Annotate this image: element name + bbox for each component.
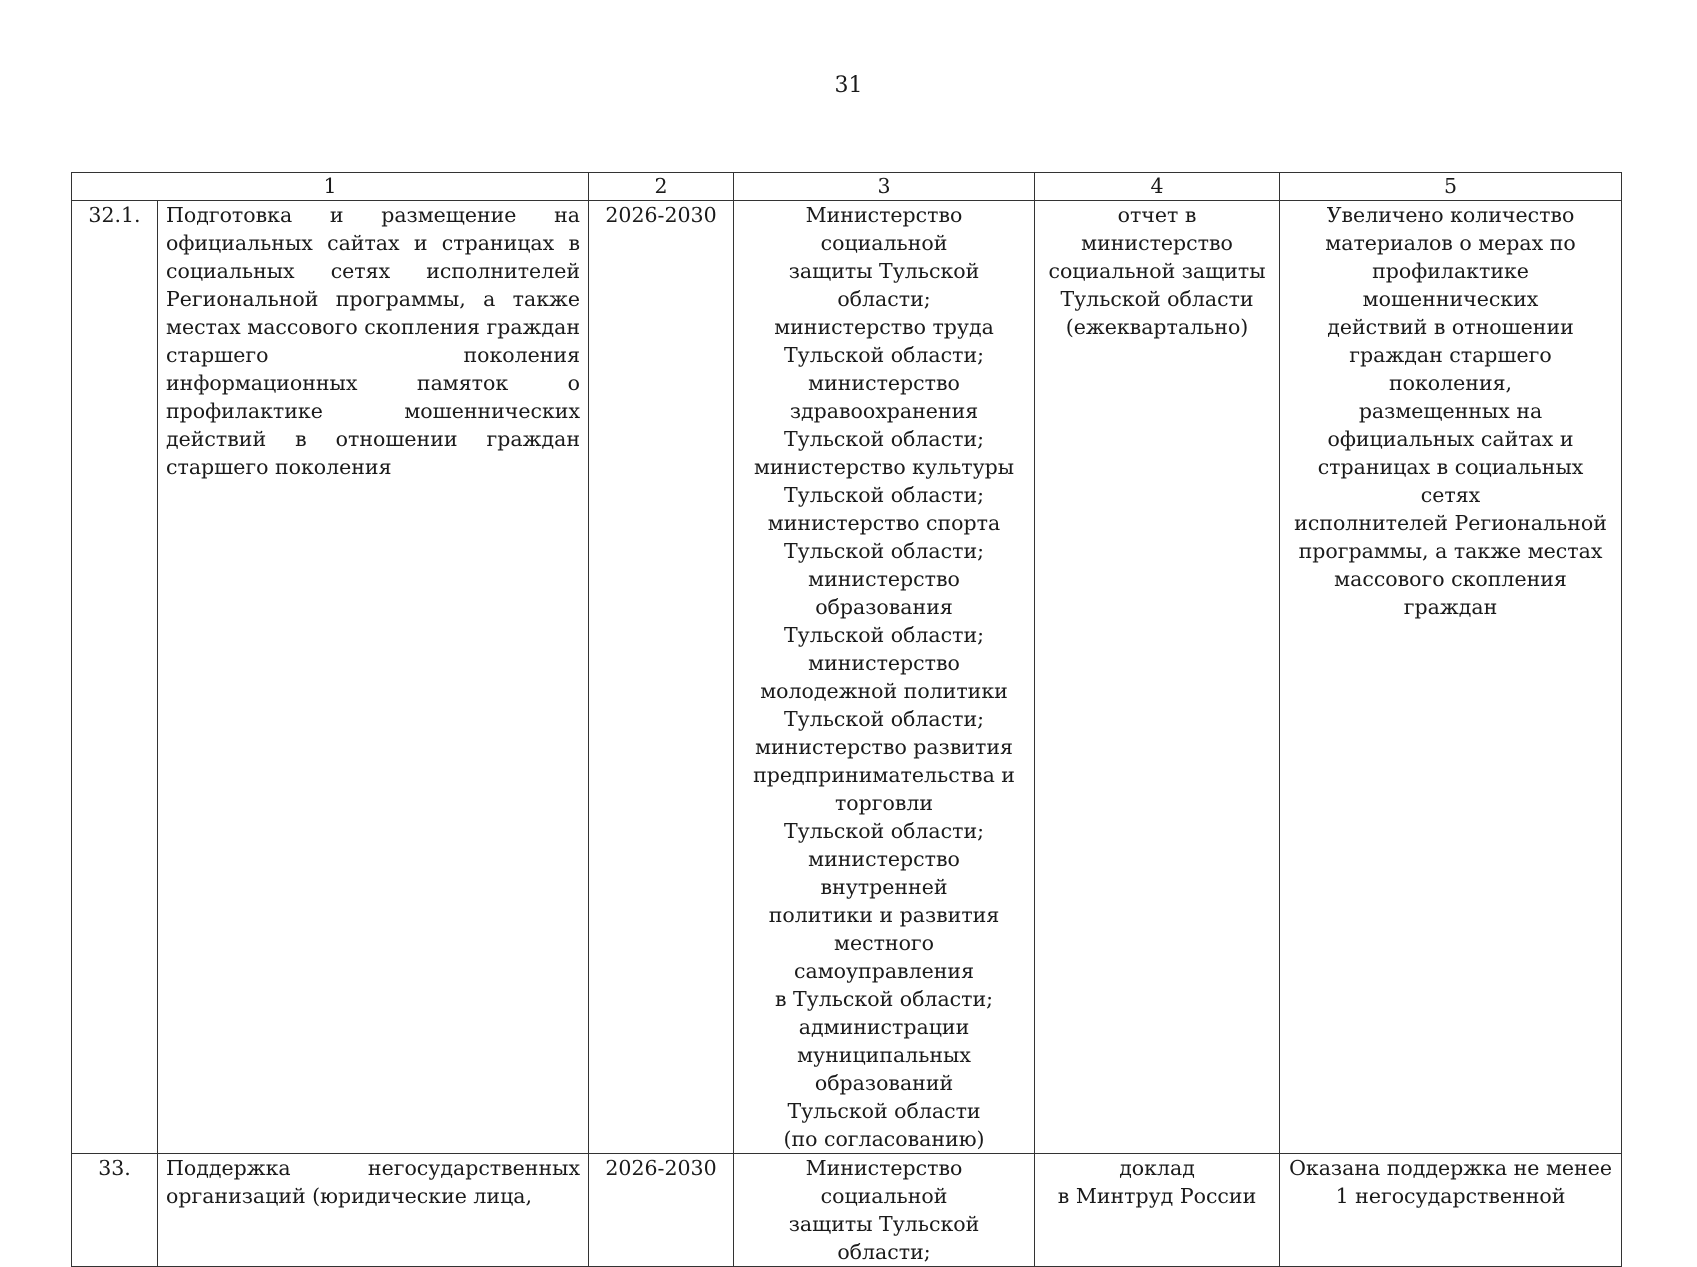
table-row: [72, 1154, 1622, 1267]
measures-table: [71, 172, 1622, 1267]
row-result: Оказана поддержка не менее 1 негосударственной: [1280, 1154, 1622, 1267]
table-header-row: [72, 173, 1622, 201]
header-col-4: 4: [1035, 173, 1280, 201]
header-col-5: 5: [1280, 173, 1622, 201]
row-description: Подготовка и размещение на официальных сайтах и страницах в социальных сетях исполнителей Региональной программы, а также местах массового скопления граждан старшего поколения информационных памяток о профилактике мошеннических действий в отношении граждан старшего поколения: [158, 201, 589, 1154]
table-row: [72, 201, 1622, 1154]
page-number: 31: [834, 73, 863, 98]
row-executors: Министерство социальной защиты Тульской области; министерство труда Тульской области; министерство здравоохранения Тульской области; министерство культуры Тульской области; министерство спорта Тульской области; министерство образования Тульской области; министерство молодежной политики Тульской области; министерство развития предпринимательства и торговли Тульской области; министерство внутренней политики и развития местного самоуправления в Тульской области; администрации муниципальных образований Тульской области (по согласованию): [734, 201, 1035, 1154]
row-period: 2026-2030: [589, 201, 734, 1154]
row-report: доклад в Минтруд России: [1035, 1154, 1280, 1267]
row-number: 32.1.: [72, 201, 158, 1154]
row-number: 33.: [72, 1154, 158, 1267]
row-executors: Министерство социальной защиты Тульской области;: [734, 1154, 1035, 1267]
row-result: Увеличено количество материалов о мерах по профилактике мошеннических действий в отношении граждан старшего поколения, размещенных на официальных сайтах и страницах в социальных сетях исполнителей Региональной программы, а также местах массового скопления граждан: [1280, 201, 1622, 1154]
header-col-2: 2: [589, 173, 734, 201]
row-period: 2026-2030: [589, 1154, 734, 1267]
header-col-1: 1: [72, 173, 589, 201]
header-col-3: 3: [734, 173, 1035, 201]
row-report: отчет в министерство социальной защиты Тульской области (ежеквартально): [1035, 201, 1280, 1154]
row-description: Поддержка негосударственных организаций (юридические лица,: [158, 1154, 589, 1267]
